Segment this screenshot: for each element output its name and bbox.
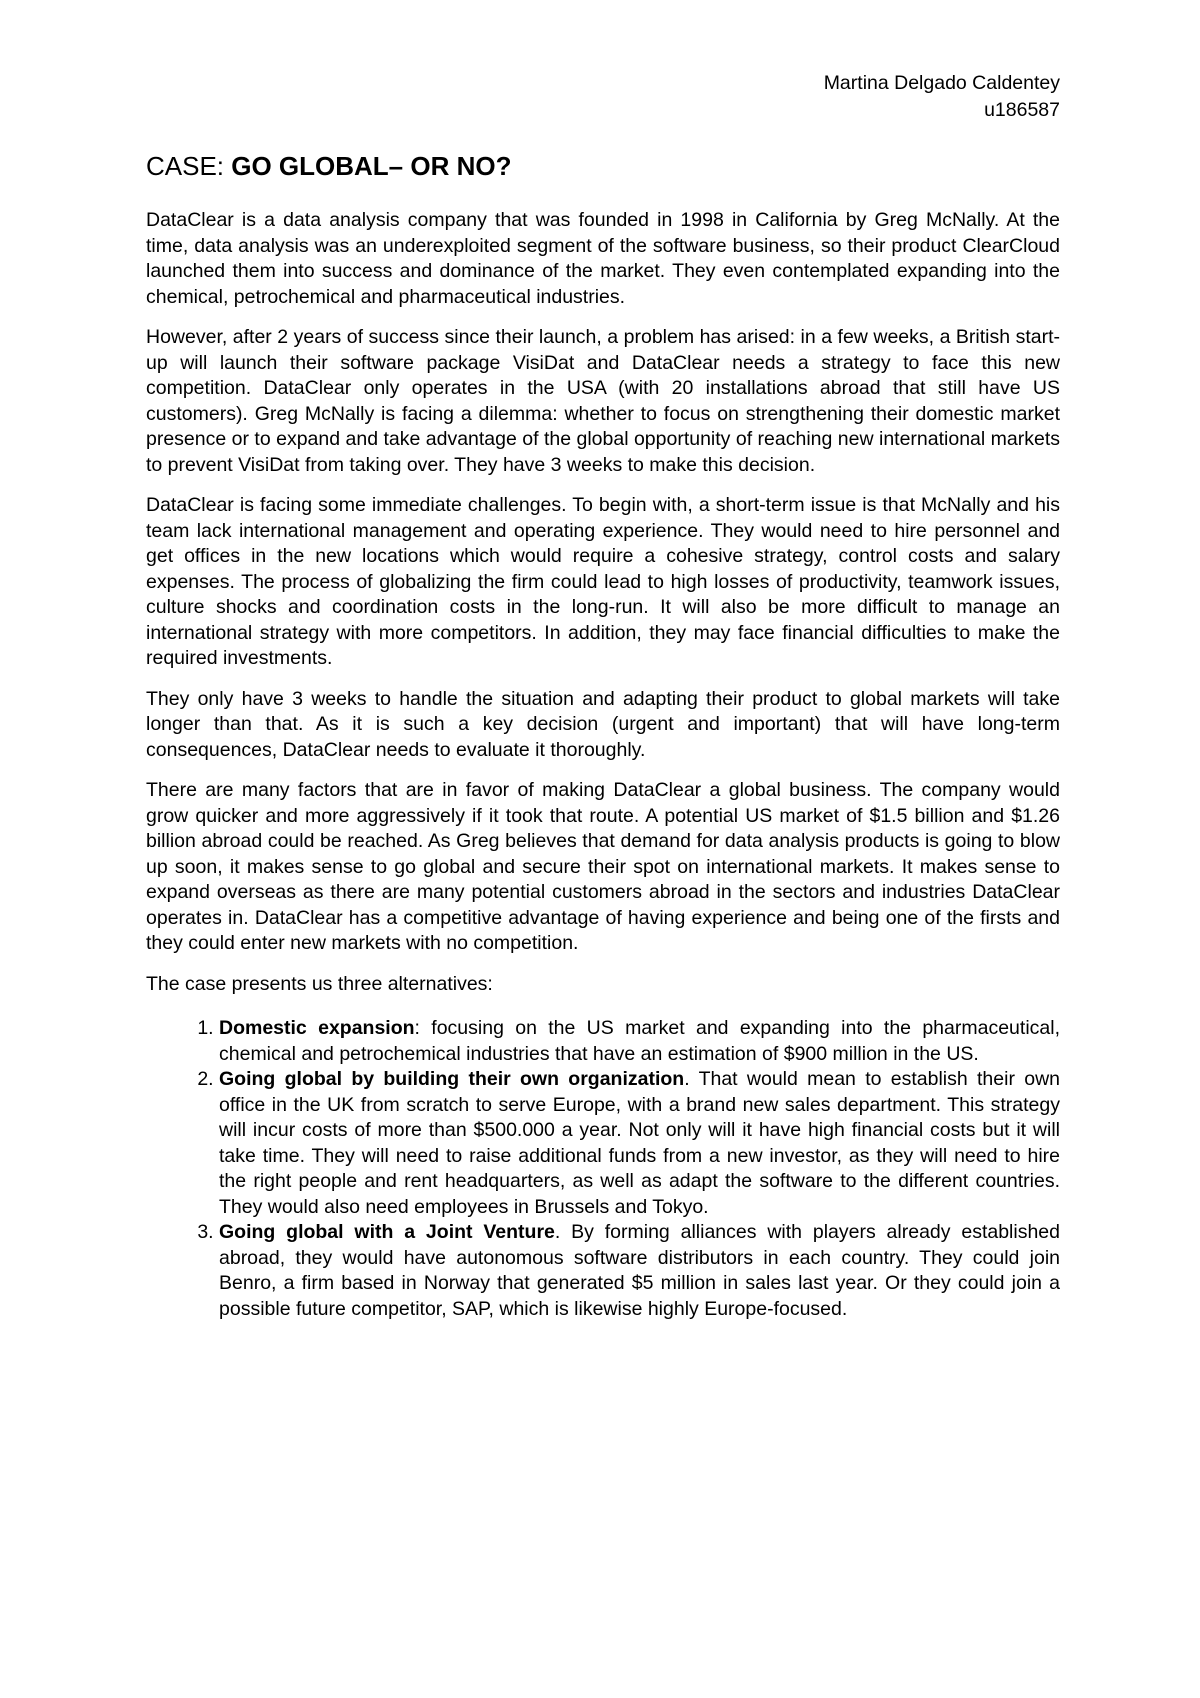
paragraph-problem: However, after 2 years of success since their launch, a problem has arised: in a few weeks, a British start-up will launch their software package VisiDat and DataClear needs a strategy to face this new competition. DataClear only operates in the USA (with 20 installations abroad that still have US customers). Greg McNally is facing a dilemma: whether to focus on strengthening their domestic market presence or to expand and take advantage of the global opportunity of reaching new international markets to prevent VisiDat from taking over. They have 3 weeks to make this decision. xyxy=(146,326,1060,476)
alternative-term: Going global by building their own organization xyxy=(219,1068,685,1090)
list-item xyxy=(219,1220,1060,1322)
paragraph-intro: DataClear is a data analysis company that was founded in 1998 in California by Greg McNally. At the time, data analysis was an underexploited segment of the software business, so their product ClearCloud launched them into success and dominance of the market. They even contemplated expanding into the chemical, petrochemical and pharmaceutical industries. xyxy=(146,209,1060,308)
title-prefix: CASE: xyxy=(146,151,232,181)
alternative-term: Domestic expansion xyxy=(219,1017,415,1039)
paragraph-timeline: They only have 3 weeks to handle the situation and adapting their product to global markets will take longer than that. As it is such a key decision (urgent and important) that will have long-term consequences, DataClear needs to evaluate it thoroughly. xyxy=(146,687,1060,761)
alternatives-list xyxy=(146,1016,1060,1322)
document-page xyxy=(146,70,1060,1322)
list-item xyxy=(219,1016,1060,1067)
author-block xyxy=(146,70,1060,124)
alternative-text: . That would mean to establish their own office in the UK from scratch to serve Europe, with a brand new sales department. This strategy will incur costs of more than $500.000 a year. Not only will it have high financial costs but it will take time. They will need to raise additional funds from a new investor, as they will need to hire the right people and rent headquarters, as well as adapt the software to the different countries. They would also need employees in Brussels and Tokyo. xyxy=(219,1068,1061,1218)
document-title xyxy=(146,150,1060,182)
paragraph-alternatives-intro: The case presents us three alternatives: xyxy=(146,972,493,995)
alternative-text: : focusing on the US market and expanding into the pharmaceutical, chemical and petrochemical industries that have an estimation of $900 million in the US. xyxy=(219,1017,1060,1065)
paragraph-factors: There are many factors that are in favor of making DataClear a global business. The company would grow quicker and more aggressively if it took that route. A potential US market of $1.5 billion and $1.26 billion abroad could be reached. As Greg believes that demand for data analysis products is going to blow up soon, it makes sense to go global and secure their spot on international markets. It makes sense to expand overseas as there are many potential customers abroad in the sectors and industries DataClear operates in. DataClear has a competitive advantage of having experience and being one of the firsts and they could enter new markets with no competition. xyxy=(146,779,1060,954)
alternative-term: Going global with a Joint Venture xyxy=(219,1221,555,1243)
author-name: Martina Delgado Caldentey xyxy=(823,72,1060,94)
list-item xyxy=(219,1067,1060,1220)
alternative-text: . By forming alliances with players already established abroad, they would have autonomous software distributors in each country. They could join Benro, a firm based in Norway that generated $5 million in sales last year. Or they could join a possible future competitor, SAP, which is likewise highly Europe-focused. xyxy=(219,1221,1060,1320)
student-id: u186587 xyxy=(984,99,1060,121)
paragraph-challenges: DataClear is facing some immediate challenges. To begin with, a short-term issue is that McNally and his team lack international management and operating experience. They would need to hire personnel and get offices in the new locations which would require a cohesive strategy, control costs and salary expenses. The process of globalizing the firm could lead to high losses of productivity, teamwork issues, culture shocks and coordination costs in the long-run. It will also be more difficult to manage an international strategy with more competitors. In addition, they may face financial difficulties to make the required investments. xyxy=(146,494,1060,669)
title-main: GO GLOBAL– OR NO? xyxy=(231,151,512,181)
